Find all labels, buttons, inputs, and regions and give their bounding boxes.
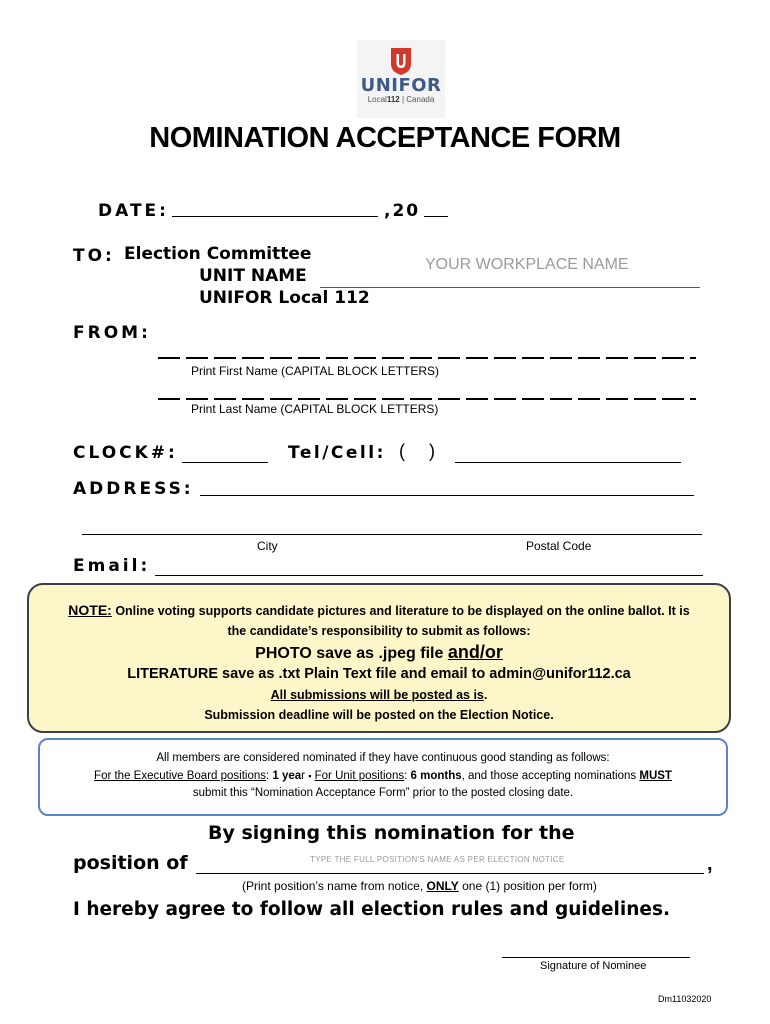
workplace-field[interactable] xyxy=(320,287,700,288)
date-year-field[interactable] xyxy=(424,216,448,217)
note-line2: the candidate’s responsibility to submit as follows: xyxy=(227,624,531,638)
to-election-committee: Election Committee xyxy=(124,244,312,264)
note-deadline: Submission deadline will be posted on the Election Notice. xyxy=(204,708,554,722)
caption-post: one (1) position per form) xyxy=(458,879,597,893)
date-label: DATE: xyxy=(98,201,169,221)
bullet-icon: ▪ xyxy=(308,770,312,781)
clock-label: CLOCK#: xyxy=(73,443,178,463)
note-intro xyxy=(32,600,726,641)
unifor-logo xyxy=(357,40,445,118)
signature-field[interactable] xyxy=(502,957,690,958)
form-title: NOMINATION ACCEPTANCE FORM xyxy=(149,122,621,154)
exec-tail: r xyxy=(301,769,306,782)
last-name-field[interactable] xyxy=(158,398,696,400)
signing-statement: By signing this nomination for the xyxy=(208,822,575,844)
note-line1: Online voting supports candidate pictures and literature to be displayed on the online ballot. It is xyxy=(115,604,690,618)
signature-caption: Signature of Nominee xyxy=(540,960,647,972)
logo-brand: UNIFOR xyxy=(360,75,442,96)
address-city-postal-field[interactable] xyxy=(82,534,702,535)
tel-label: Tel/Cell: xyxy=(288,443,386,463)
to-unifor-local: UNIFOR Local 112 xyxy=(199,288,370,308)
city-caption: City xyxy=(257,539,278,553)
note-literature: LITERATURE save as .txt Plain Text file and email to admin@unifor112.ca xyxy=(127,666,631,682)
workplace-placeholder: YOUR WORKPLACE NAME xyxy=(425,256,629,273)
date-field[interactable] xyxy=(172,216,378,217)
tel-field[interactable] xyxy=(455,462,681,463)
first-name-field[interactable] xyxy=(158,357,696,359)
last-name-caption: Print Last Name (CAPITAL BLOCK LETTERS) xyxy=(191,402,439,416)
position-field[interactable] xyxy=(196,873,704,874)
date-year-prefix: ,20 xyxy=(384,201,421,221)
first-name-caption: Print First Name (CAPITAL BLOCK LETTERS) xyxy=(191,364,440,378)
note-photo-line xyxy=(32,642,726,663)
document-code: Dm11032020 xyxy=(658,994,712,1004)
note-posted-line xyxy=(32,688,726,702)
clock-field[interactable] xyxy=(182,462,268,463)
note-photo: PHOTO save as .jpeg file xyxy=(255,645,448,662)
to-unit-name: UNIT NAME xyxy=(199,266,307,286)
position-placeholder: TYPE THE FULL POSITION'S NAME AS PER ELECTION NOTICE xyxy=(310,855,565,864)
agreement-statement: I hereby agree to follow all election rules and guidelines. xyxy=(73,899,670,920)
tel-close-paren: ) xyxy=(429,441,435,461)
eligibility-line3: submit this “Nomination Acceptance Form” prior to the posted closing date. xyxy=(192,787,574,799)
address-label: ADDRESS: xyxy=(73,479,194,499)
unit-value: 6 months xyxy=(410,769,462,782)
from-label: FROM: xyxy=(73,323,151,343)
exec-label: For the Executive Board positions xyxy=(94,769,266,782)
postal-code-caption: Postal Code xyxy=(526,539,592,553)
position-caption xyxy=(242,879,597,893)
position-label: position of xyxy=(73,852,188,874)
tel-open-paren: ( xyxy=(399,441,405,461)
exec-sep: : xyxy=(266,769,273,782)
email-field[interactable] xyxy=(155,575,703,576)
caption-only: ONLY xyxy=(426,879,459,893)
unit-sep: : xyxy=(404,769,411,782)
note-posted: All submissions will be posted as is xyxy=(270,688,484,702)
eligibility-line1: All members are considered nominated if they have continuous good standing as follows: xyxy=(156,752,610,764)
must-text: MUST xyxy=(639,769,672,782)
logo-subtitle: Local112 | Canada xyxy=(367,95,435,104)
note-andor: and/or xyxy=(447,642,503,662)
to-label: TO: xyxy=(73,246,115,266)
unifor-shield-icon xyxy=(388,46,414,76)
address-field[interactable] xyxy=(200,495,694,496)
note-posted-end: . xyxy=(483,688,488,702)
unit-tail: , and those accepting nominations xyxy=(461,769,640,782)
caption-pre: (Print position’s name from notice, xyxy=(242,879,427,893)
note-heading: NOTE: xyxy=(68,602,112,618)
eligibility-text xyxy=(40,750,726,803)
email-label: Email: xyxy=(73,556,151,576)
unit-label: For Unit positions xyxy=(314,769,405,782)
position-comma: , xyxy=(707,853,713,875)
exec-value: 1 yea xyxy=(272,769,302,782)
